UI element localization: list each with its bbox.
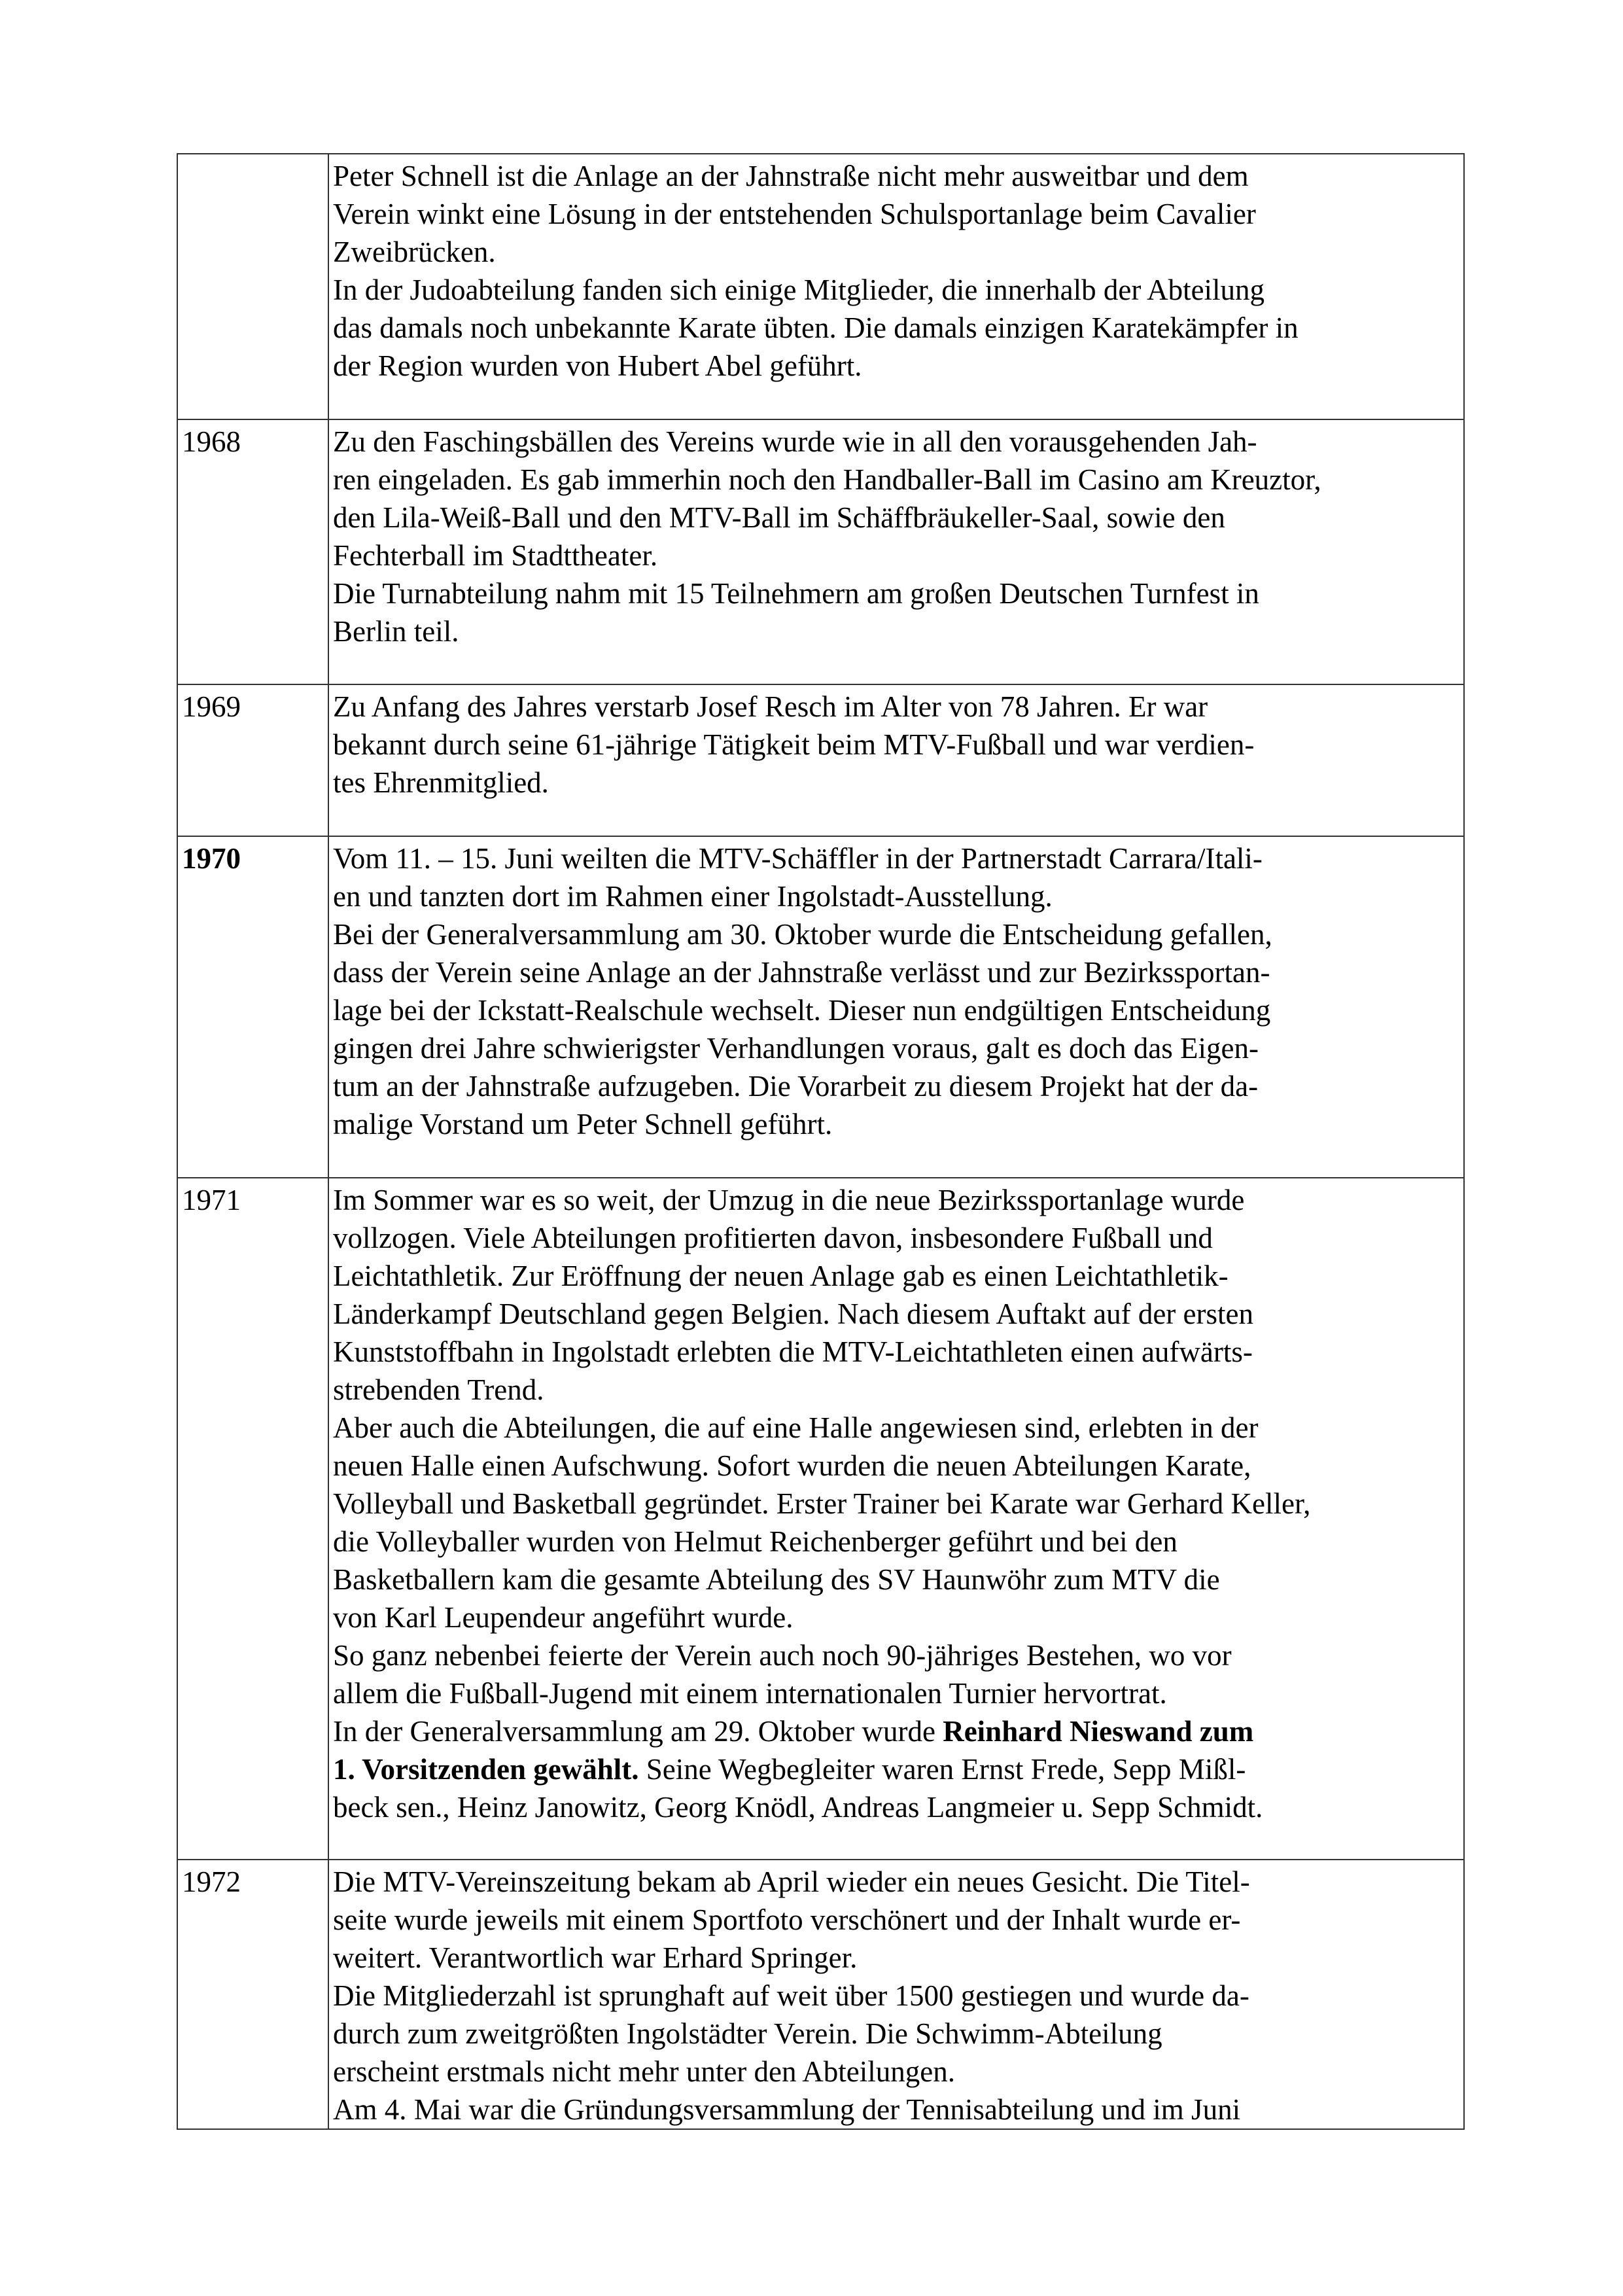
table-row [177, 836, 1464, 1178]
year-cell [177, 684, 328, 836]
entry-text [328, 419, 1464, 684]
text-line: von Karl Leupendeur angeführt wurde. [333, 1601, 794, 1634]
text-line: vollzogen. Viele Abteilungen profitierten davon, insbesondere Fußball und [333, 1222, 1213, 1254]
bold-text-run: 1. Vorsitzenden gewählt. [333, 1753, 639, 1786]
year-label: 1970 [182, 842, 241, 875]
bold-text-run: Reinhard Nieswand zum [943, 1715, 1254, 1748]
text-run: In der Generalversammlung am 29. Oktober wurde [333, 1715, 943, 1748]
text-line: en und tanzten dort im Rahmen einer Ingolstadt-Ausstellung. [333, 880, 1053, 913]
text-line: das damals noch unbekannte Karate übten. Die damals einzigen Karatekämpfer in [333, 311, 1299, 344]
text-line: der Region wurden von Hubert Abel geführt. [333, 349, 862, 382]
text-line: Die Mitgliederzahl ist sprunghaft auf weit über 1500 gestiegen und wurde da- [333, 1979, 1249, 2012]
text-line: Zweibrücken. [333, 236, 496, 268]
table-row [177, 1860, 1464, 2129]
text-line: Verein winkt eine Lösung in der entstehenden Schulsportanlage beim Cavalier [333, 198, 1256, 230]
entry-text [328, 684, 1464, 836]
text-line: tum an der Jahnstraße aufzugeben. Die Vorarbeit zu diesem Projekt hat der da- [333, 1070, 1259, 1103]
text-line: ren eingeladen. Es gab immerhin noch den Handballer-Ball im Casino am Kreuztor, [333, 463, 1321, 496]
text-line: Basketballern kam die gesamte Abteilung des SV Haunwöhr zum MTV die [333, 1563, 1220, 1596]
text-line: Berlin teil. [333, 615, 459, 648]
text-line: In der Judoabteilung fanden sich einige Mitglieder, die innerhalb der Abteilung [333, 274, 1265, 306]
text-line: malige Vorstand um Peter Schnell geführt. [333, 1108, 833, 1140]
text-line: Zu den Faschingsbällen des Vereins wurde wie in all den vorausgehenden Jah- [333, 425, 1257, 458]
year-cell [177, 154, 328, 419]
text-line: Im Sommer war es so weit, der Umzug in die neue Bezirkssportanlage wurde [333, 1184, 1245, 1216]
table-row [177, 1178, 1464, 1860]
text-line: weitert. Verantwortlich war Erhard Springer. [333, 1941, 858, 1974]
text-line: Fechterball im Stadttheater. [333, 539, 658, 572]
text-line [333, 1712, 1459, 1750]
entry-text [328, 836, 1464, 1178]
text-line: Volleyball und Basketball gegründet. Erster Trainer bei Karate war Gerhard Keller, [333, 1487, 1311, 1520]
chronicle-table [177, 153, 1465, 2130]
text-line: Am 4. Mai war die Gründungsversammlung der Tennisabteilung und im Juni [333, 2093, 1241, 2126]
year-label: 1971 [182, 1184, 241, 1216]
text-line: Aber auch die Abteilungen, die auf eine Halle angewiesen sind, erlebten in der [333, 1411, 1259, 1444]
text-line: tes Ehrenmitglied. [333, 766, 549, 799]
year-cell [177, 419, 328, 684]
entry-text [328, 1860, 1464, 2129]
text-line: gingen drei Jahre schwierigster Verhandlungen voraus, galt es doch das Eigen- [333, 1032, 1259, 1065]
text-line: dass der Verein seine Anlage an der Jahnstraße verlässt und zur Bezirkssportan- [333, 956, 1270, 989]
year-cell [177, 836, 328, 1178]
text-line: seite wurde jeweils mit einem Sportfoto verschönert und der Inhalt wurde er- [333, 1903, 1241, 1936]
text-line: Die Turnabteilung nahm mit 15 Teilnehmern am großen Deutschen Turnfest in [333, 577, 1259, 610]
year-cell [177, 1178, 328, 1860]
text-line: allem die Fußball-Jugend mit einem internationalen Turnier hervortrat. [333, 1677, 1167, 1710]
text-line: Peter Schnell ist die Anlage an der Jahnstraße nicht mehr ausweitbar und dem [333, 160, 1249, 192]
text-line: beck sen., Heinz Janowitz, Georg Knödl, Andreas Langmeier u. Sepp Schmidt. [333, 1791, 1263, 1824]
text-line: Leichtathletik. Zur Eröffnung der neuen Anlage gab es einen Leichtathletik- [333, 1260, 1229, 1292]
text-line: Bei der Generalversammlung am 30. Oktober wurde die Entscheidung gefallen, [333, 918, 1272, 951]
table-row [177, 419, 1464, 684]
text-line: So ganz nebenbei feierte der Verein auch noch 90-jähriges Bestehen, wo vor [333, 1639, 1232, 1672]
text-line: lage bei der Ickstatt-Realschule wechselt. Dieser nun endgültigen Entscheidung [333, 994, 1271, 1027]
text-line: Länderkampf Deutschland gegen Belgien. Nach diesem Auftakt auf der ersten [333, 1298, 1253, 1330]
table-row [177, 154, 1464, 419]
text-line: Kunststoffbahn in Ingolstadt erlebten die MTV-Leichtathleten einen aufwärts- [333, 1335, 1253, 1368]
text-line: Die MTV-Vereinszeitung bekam ab April wieder ein neues Gesicht. Die Titel- [333, 1865, 1250, 1898]
entry-text [328, 1178, 1464, 1860]
text-line: neuen Halle einen Aufschwung. Sofort wurden die neuen Abteilungen Karate, [333, 1449, 1251, 1482]
year-label: 1968 [182, 425, 241, 458]
year-label: 1972 [182, 1865, 241, 1898]
text-line: den Lila-Weiß-Ball und den MTV-Ball im Schäffbräukeller-Saal, sowie den [333, 501, 1225, 534]
text-run: Seine Wegbegleiter waren Ernst Frede, Sepp Mißl- [638, 1753, 1246, 1786]
text-line: die Volleyballer wurden von Helmut Reichenberger geführt und bei den [333, 1525, 1178, 1558]
text-line: durch zum zweitgrößten Ingolstädter Verein. Die Schwimm-Abteilung [333, 2017, 1162, 2050]
table-row [177, 684, 1464, 836]
text-line: strebenden Trend. [333, 1373, 544, 1406]
year-cell [177, 1860, 328, 2129]
text-line: Zu Anfang des Jahres verstarb Josef Resch im Alter von 78 Jahren. Er war [333, 690, 1208, 723]
text-line: Vom 11. – 15. Juni weilten die MTV-Schäffler in der Partnerstadt Carrara/Itali- [333, 842, 1263, 875]
text-line [333, 1750, 1459, 1788]
year-label: 1969 [182, 690, 241, 723]
entry-text [328, 154, 1464, 419]
text-line: bekannt durch seine 61-jährige Tätigkeit beim MTV-Fußball und war verdien- [333, 728, 1255, 761]
text-line: erscheint erstmals nicht mehr unter den Abteilungen. [333, 2055, 955, 2088]
